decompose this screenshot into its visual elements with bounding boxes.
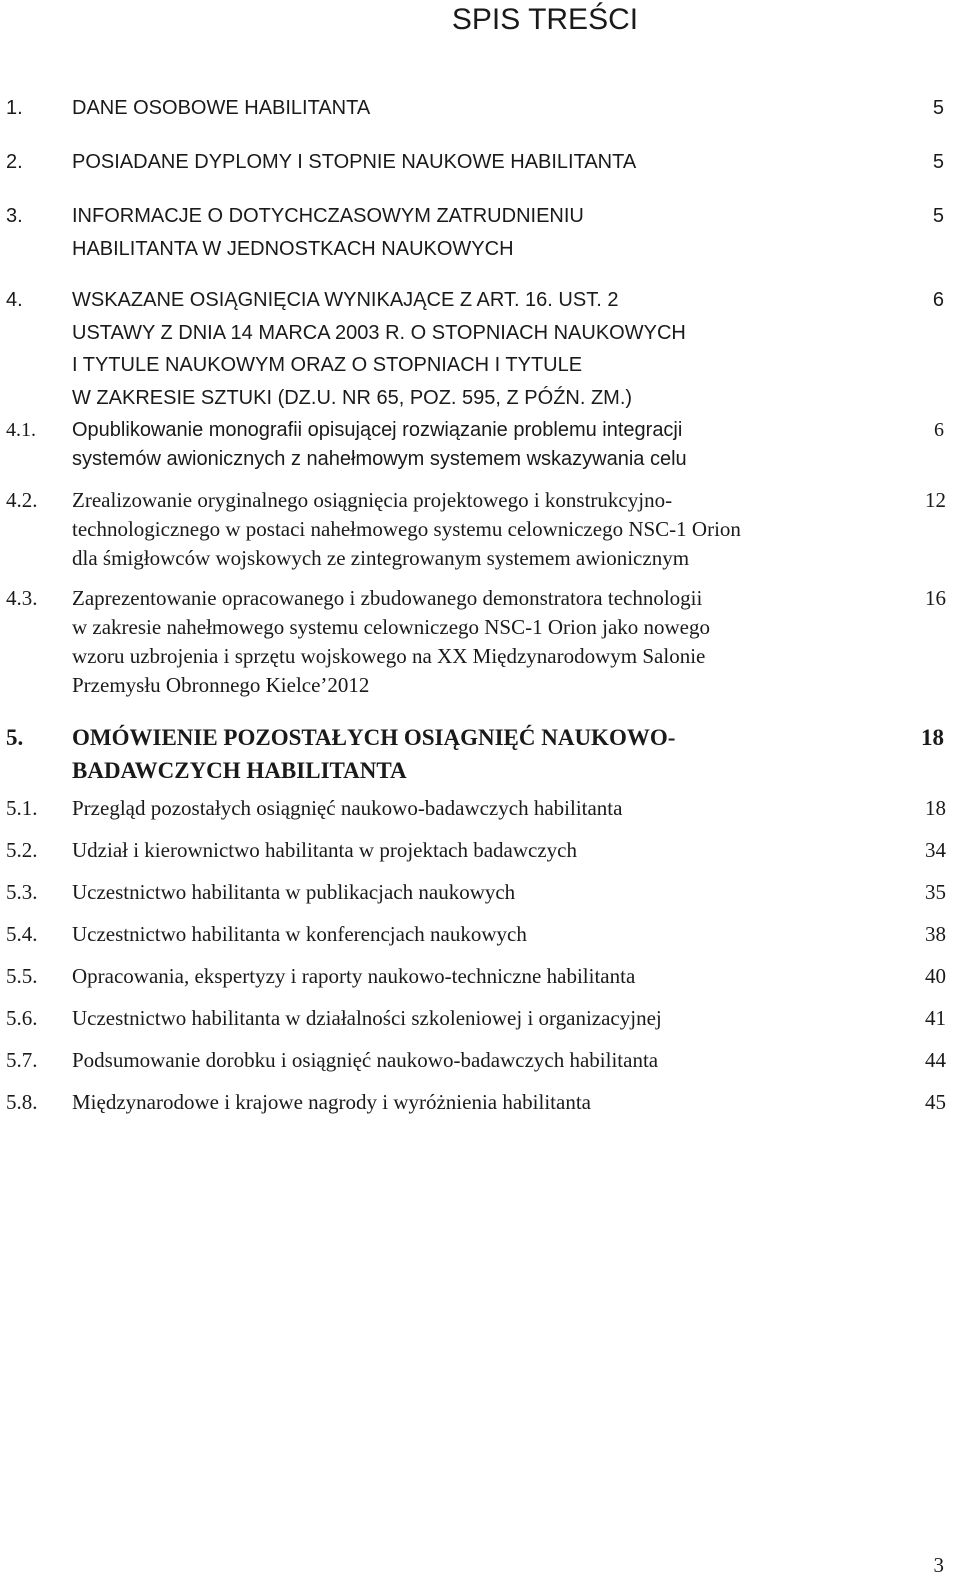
toc-number: 5.1.: [6, 796, 38, 820]
toc-page: 40: [925, 964, 946, 988]
toc-title: Uczestnictwo habilitanta w konferencjach naukowych: [72, 922, 527, 946]
toc-number: 4.: [6, 289, 23, 311]
toc-page: 12: [925, 488, 946, 512]
toc-page: 35: [925, 880, 946, 904]
toc-page: 18: [921, 725, 944, 750]
toc-title: DANE OSOBOWE HABILITANTA: [72, 97, 371, 119]
toc-title: POSIADANE DYPLOMY I STOPNIE NAUKOWE HABILITANTA: [72, 151, 637, 173]
toc-title: OMÓWIENIE POZOSTAŁYCH OSIĄGNIĘĆ NAUKOWO- BADAWCZYCH HABILITANTA: [72, 725, 676, 783]
toc-page: 5: [932, 97, 944, 119]
toc-title: Podsumowanie dorobku i osiągnięć naukowo-badawczych habilitanta: [72, 1048, 659, 1072]
toc-title: Międzynarodowe i krajowe nagrody i wyróżnienia habilitanta: [72, 1090, 591, 1114]
toc-title: Opublikowanie monografii opisującej rozwiązanie problemu integracji systemów awionicznych z nahełmowym systemem wskazywania celu: [72, 419, 687, 470]
toc-page: 45: [925, 1090, 946, 1114]
toc-number: 4.3.: [6, 586, 38, 610]
toc-page: 6: [934, 419, 944, 441]
toc-number: 5.2.: [6, 838, 38, 862]
toc-number: 5.7.: [6, 1048, 38, 1072]
toc-title: WSKAZANE OSIĄGNIĘCIA WYNIKAJĄCE Z ART. 16. UST. 2 USTAWY Z DNIA 14 MARCA 2003 R. O STOPNIACH NAUKOWYCH I TYTULE NAUKOWYM ORAZ O STOPNIACH I TYTULE W ZAKRESIE SZTUKI (DZ.U. NR 65, POZ. 595, Z PÓŹN. ZM.): [72, 289, 686, 409]
toc-title: Zrealizowanie oryginalnego osiągnięcia projektowego i konstrukcyjno- technologicznego w postaci nahełmowego systemu celowniczego NSC-1 Orion dla śmigłowców wojskowych ze zintegrowanym systemem awionicznym: [72, 488, 741, 570]
page-title: SPIS TREŚCI: [451, 3, 639, 36]
toc-page: 5: [932, 151, 944, 173]
toc-page: 38: [925, 922, 946, 946]
toc-page: 44: [925, 1048, 946, 1072]
toc-number: 3.: [6, 205, 23, 227]
toc-page: 16: [925, 586, 946, 610]
toc-number: 1.: [6, 97, 23, 119]
toc-number: 5.: [6, 725, 24, 750]
toc-title: INFORMACJE O DOTYCHCZASOWYM ZATRUDNIENIU HABILITANTA W JEDNOSTKACH NAUKOWYCH: [72, 205, 584, 260]
toc-number: 4.1.: [6, 419, 36, 441]
toc-page: 18: [925, 796, 946, 820]
page-number: 3: [933, 1553, 944, 1577]
toc-number: 5.6.: [6, 1006, 38, 1030]
toc-page: 34: [925, 838, 946, 862]
toc-title: Przegląd pozostałych osiągnięć naukowo-badawczych habilitanta: [72, 796, 623, 820]
toc-page: 5: [932, 205, 944, 227]
toc-page: 6: [932, 289, 944, 311]
toc-number: 4.2.: [6, 488, 38, 512]
toc-number: 5.8.: [6, 1090, 38, 1114]
toc-title: Opracowania, ekspertyzy i raporty naukowo-techniczne habilitanta: [72, 964, 636, 988]
toc-number: 5.3.: [6, 880, 38, 904]
toc-title: Udział i kierownictwo habilitanta w projektach badawczych: [72, 838, 577, 862]
toc-number: 5.4.: [6, 922, 38, 946]
toc-page: 41: [925, 1006, 946, 1030]
toc-title: Uczestnictwo habilitanta w publikacjach naukowych: [72, 880, 516, 904]
toc-title: Uczestnictwo habilitanta w działalności szkoleniowej i organizacyjnej: [72, 1006, 662, 1030]
toc-title: Zaprezentowanie opracowanego i zbudowanego demonstratora technologii w zakresie nahełmowego systemu celowniczego NSC-1 Orion jako nowego wzoru uzbrojenia i sprzętu wojskowego na XX Międzynarodowym Salonie Przemysłu Obronnego Kielce’2012: [72, 586, 710, 697]
toc-number: 5.5.: [6, 964, 38, 988]
toc-number: 2.: [6, 151, 23, 173]
